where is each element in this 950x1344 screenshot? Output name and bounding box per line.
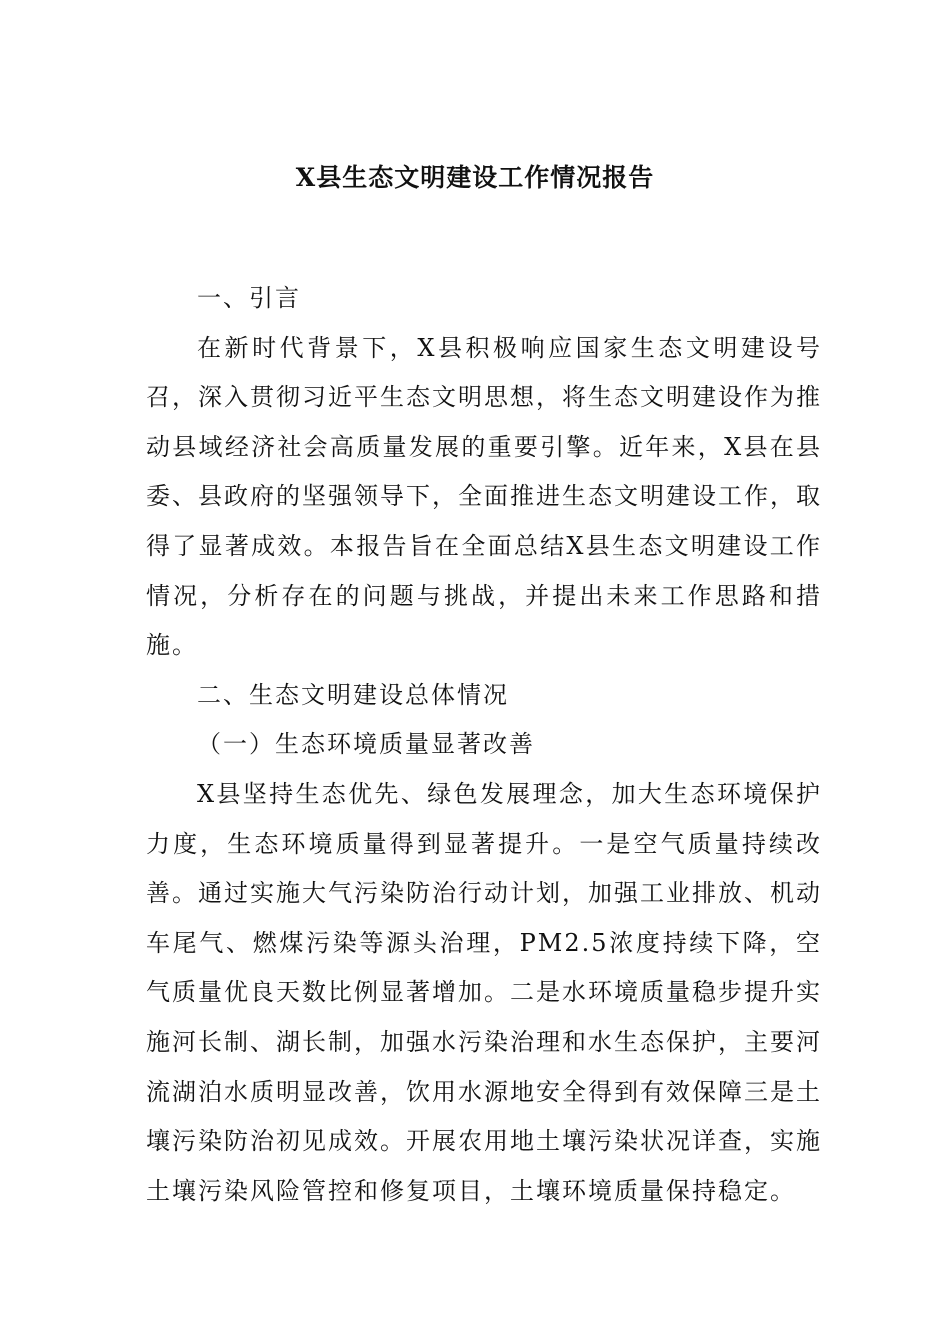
document-body [146, 274, 822, 1216]
paragraph-introduction: 在新时代背景下，X县积极响应国家生态文明建设号召，深入贯彻习近平生态文明思想，将生态文明建设作为推动县域经济社会高质量发展的重要引擎。近年来，X县在县委、县政府的坚强领导下，全面推进生态文明建设工作，取得了显著成效。本报告旨在全面总结X县生态文明建设工作情况，分析存在的问题与挑战，并提出未来工作思路和措施。 [146, 333, 822, 660]
document-title: X县生态文明建设工作情况报告 [295, 163, 655, 192]
subsection-heading-environment-quality: （一）生态环境质量显著改善 [197, 730, 535, 759]
section-heading-introduction: 一、引言 [197, 284, 301, 312]
paragraph-environment-quality: X县坚持生态优先、绿色发展理念，加大生态环境保护力度，生态环境质量得到显著提升。一是空气质量持续改善。通过实施大气污染防治行动计划，加强工业排放、机动车尾气、燃煤污染等源头治理，PM2.5浓度持续下降，空气质量优良天数比例显著增加。二是水环境质量稳步提升实施河长制、湖长制，加强水污染治理和水生态保护，主要河流湖泊水质明显改善，饮用水源地安全得到有效保障三是土壤污染防治初见成效。开展农用地土壤污染状况详查，实施土壤污染风险管控和修复项目，土壤环境质量保持稳定。 [146, 779, 822, 1205]
section-heading-overall-situation: 二、生态文明建设总体情况 [197, 680, 509, 709]
